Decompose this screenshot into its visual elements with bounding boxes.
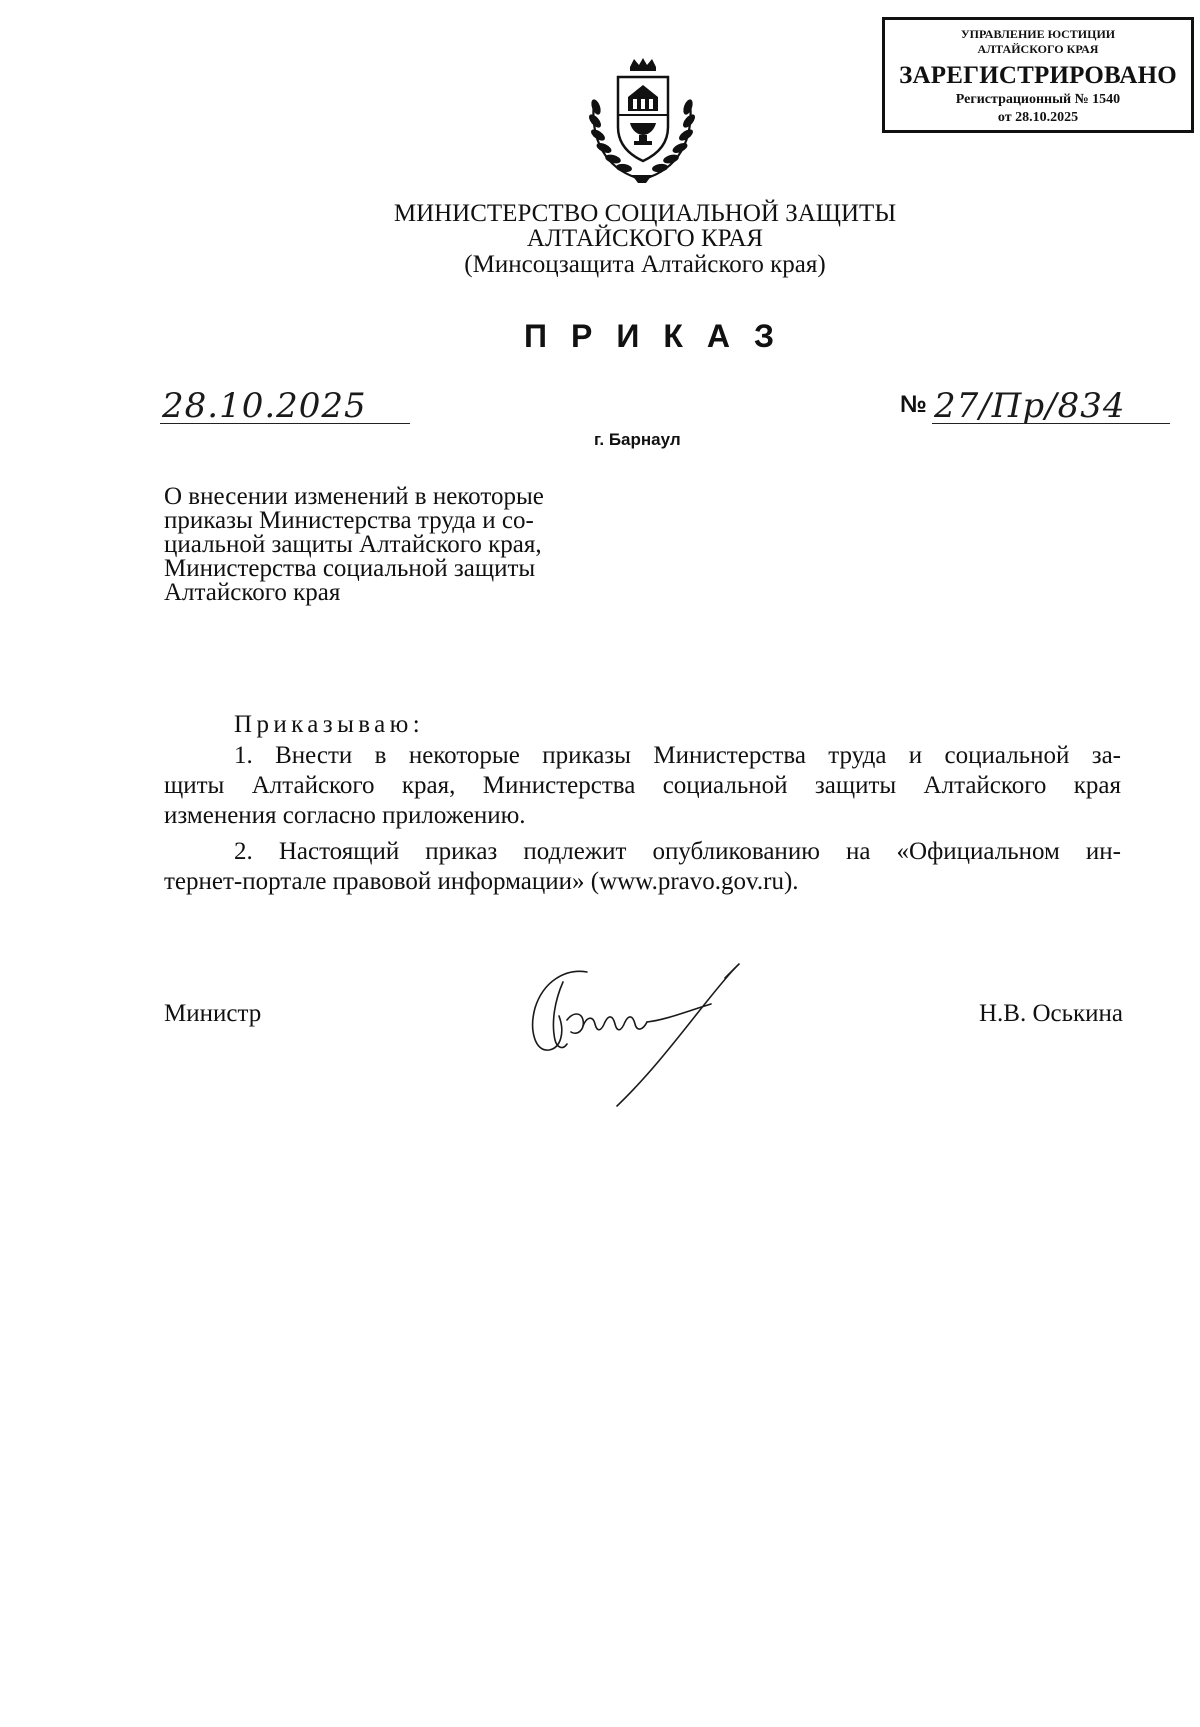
order-paragraph-2 <box>164 837 1121 897</box>
paragraph-line: 2. Настоящий приказ подлежит опубликованию на «Официальном ин- <box>234 838 1121 865</box>
coat-of-arms-icon <box>582 57 704 185</box>
registration-stamp <box>882 17 1194 133</box>
order-date-handwritten: 28.10.2025 <box>162 386 367 426</box>
subject-line: приказы Министерства труда и со- <box>164 507 534 534</box>
subject-line: Алтайского края <box>164 579 341 606</box>
document-type-title: ПРИКАЗ <box>524 318 799 354</box>
ministry-name-line2: АЛТАЙСКОГО КРАЯ <box>526 225 764 252</box>
paragraph-line: изменения согласно приложению. <box>164 802 526 829</box>
order-paragraph-1 <box>164 741 1121 831</box>
paragraph-line: тернет-портале правовой информации» (www.pravo.gov.ru). <box>164 868 799 895</box>
number-sign: № <box>900 391 927 418</box>
paragraph-line: щиты Алтайского края, Министерства социальной защиты Алтайского края <box>164 772 1121 799</box>
date-underline <box>160 423 410 424</box>
stamp-reg-number: Регистрационный № 1540 <box>955 92 1121 107</box>
stamp-status: ЗАРЕГИСТРИРОВАНО <box>899 62 1177 89</box>
ministry-short-name: (Минсоцзащита Алтайского края) <box>464 251 826 278</box>
subject-line: циальной защиты Алтайского края, <box>164 531 542 558</box>
signer-name: Н.В. Оськина <box>978 1000 1123 1027</box>
stamp-reg-date: от 28.10.2025 <box>997 110 1079 125</box>
city-label: г. Барнаул <box>594 430 681 449</box>
subject-line: Министерства социальной защиты <box>164 555 536 582</box>
subject-line: О внесении изменений в некоторые <box>164 483 544 510</box>
order-subject <box>164 485 626 605</box>
signer-position: Министр <box>164 1000 262 1027</box>
ministry-name-line1: МИНИСТЕРСТВО СОЦИАЛЬНОЙ ЗАЩИТЫ <box>393 200 897 227</box>
number-underline <box>932 423 1170 424</box>
handwritten-signature-icon <box>525 960 815 1115</box>
stamp-organization: УПРАВЛЕНИЕ ЮСТИЦИИ АЛТАЙСКОГО КРАЯ <box>960 27 1116 56</box>
order-directive-word: Приказываю: <box>234 711 425 738</box>
paragraph-line: 1. Внести в некоторые приказы Министерства труда и социальной за- <box>234 742 1121 769</box>
order-number-handwritten: 27/Пр/834 <box>934 386 1126 426</box>
